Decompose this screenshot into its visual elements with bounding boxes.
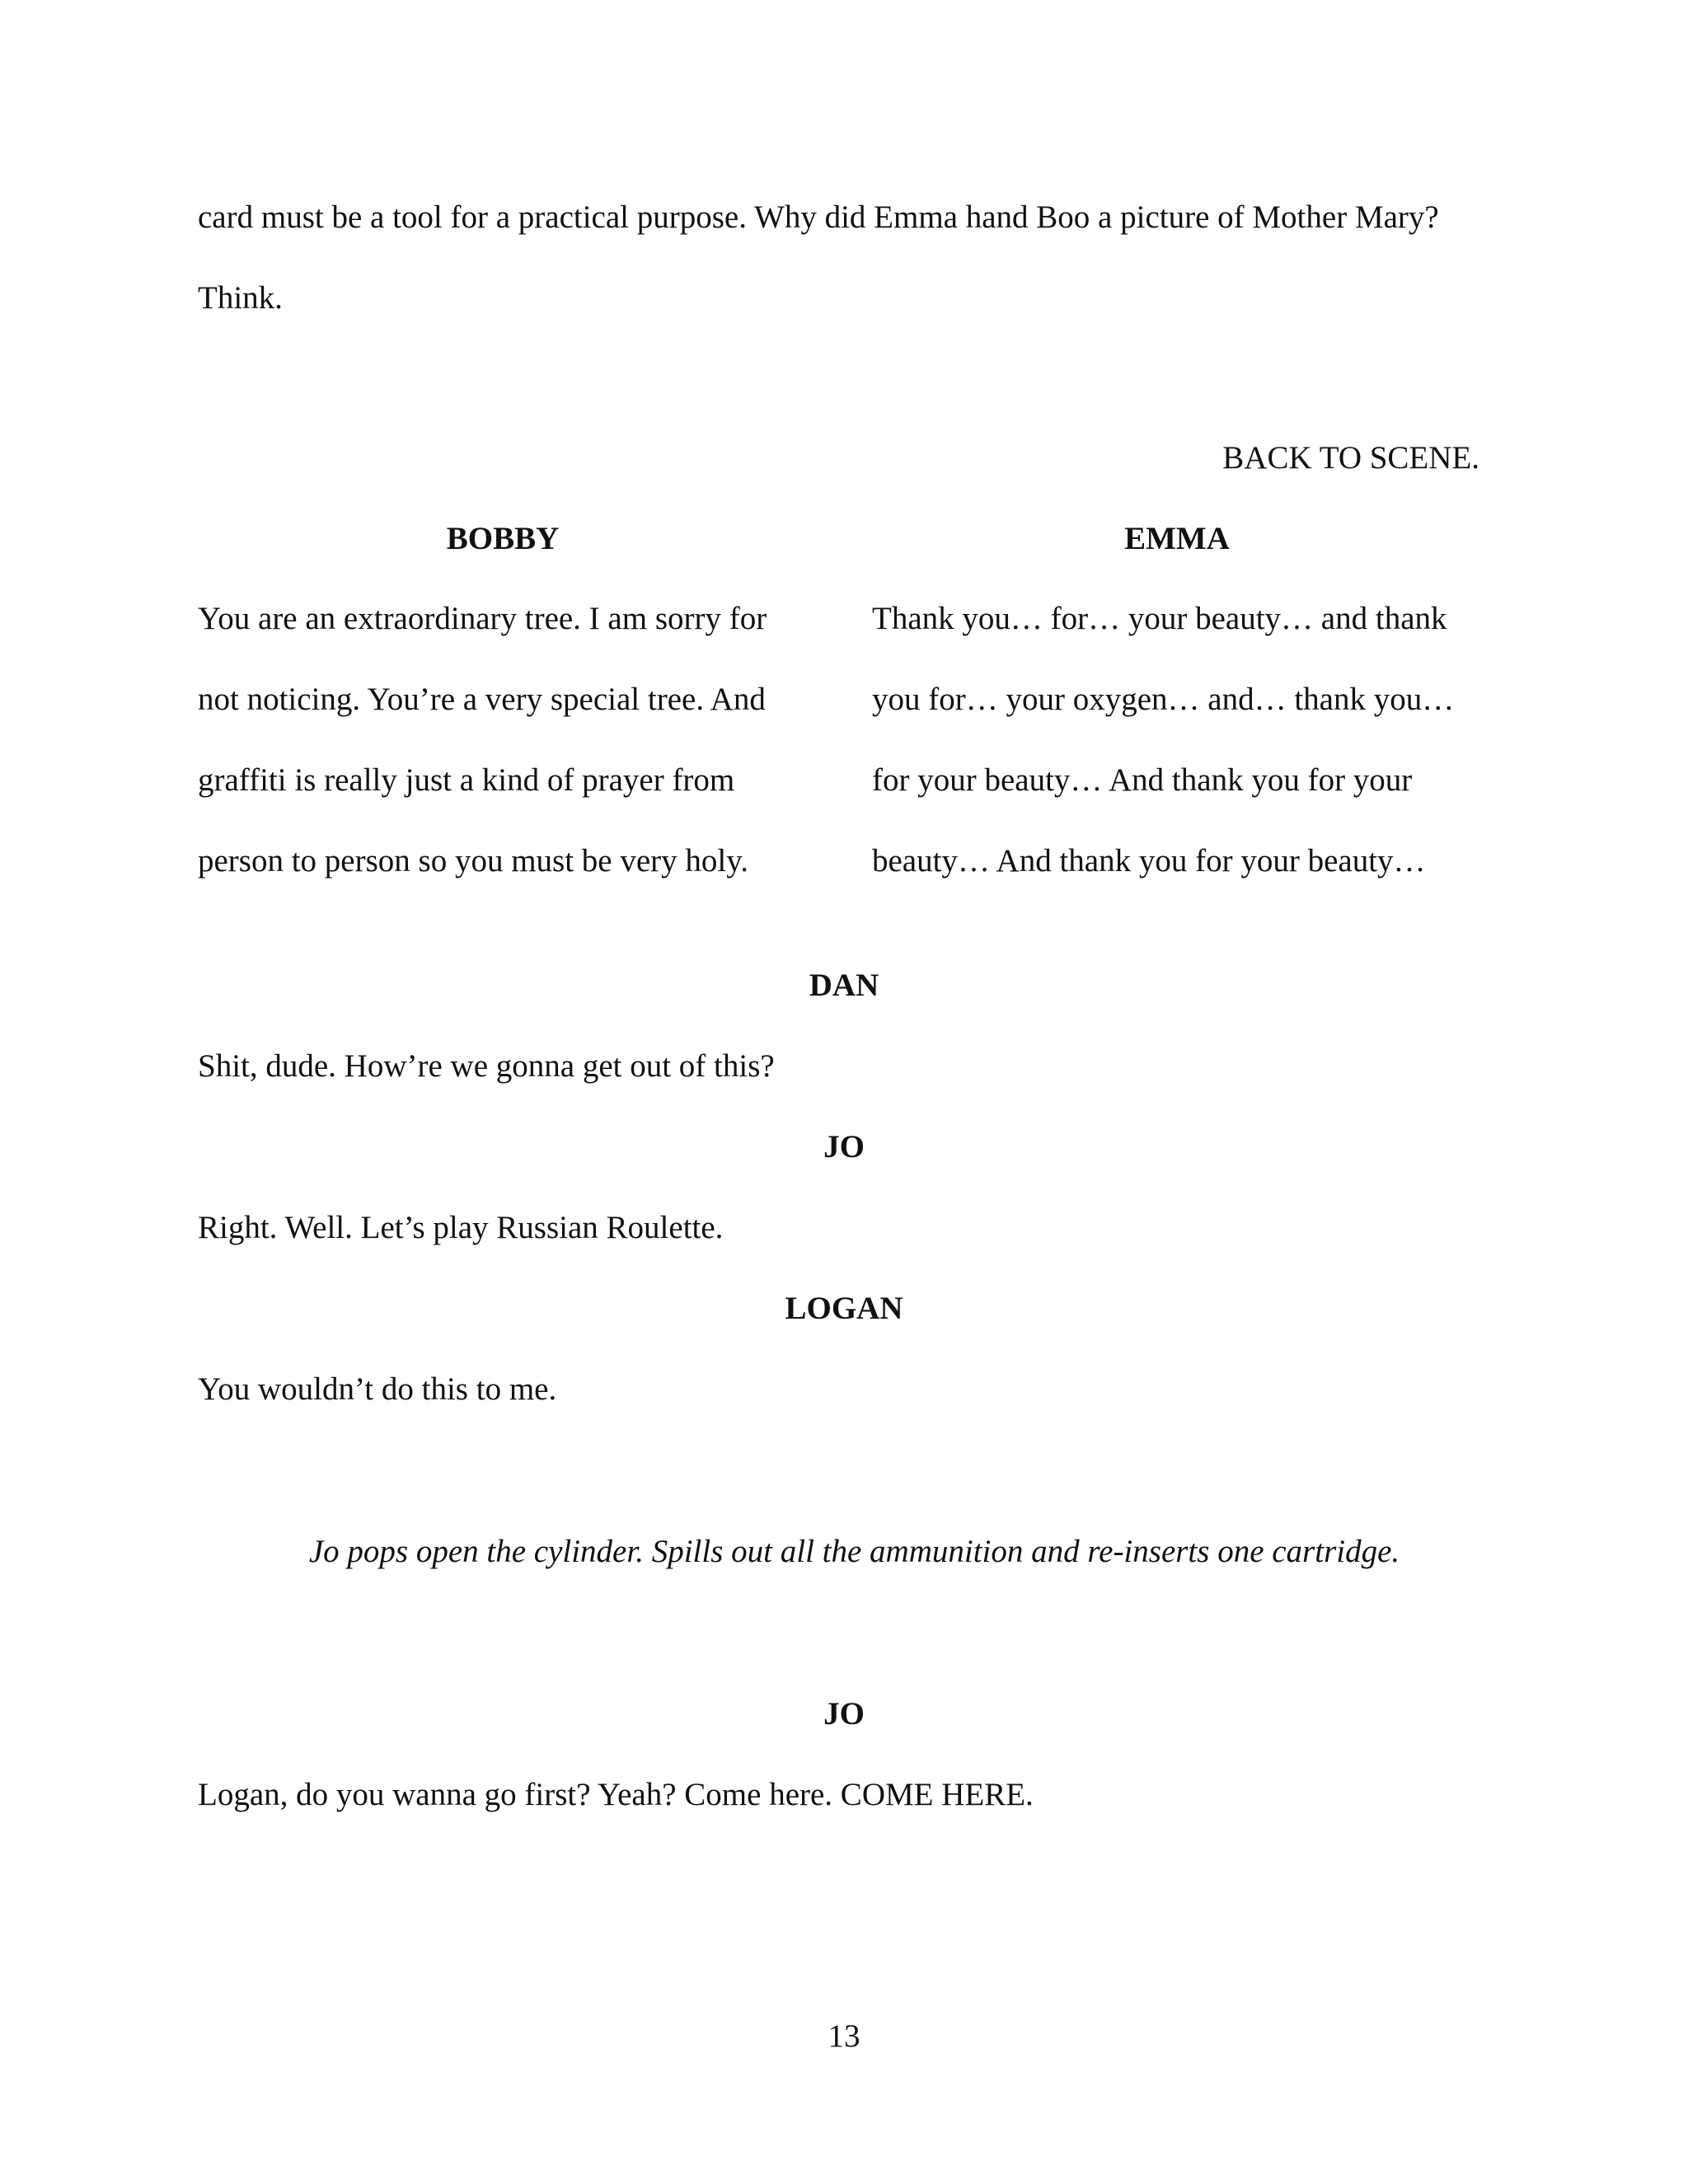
logan-dialogue-line: You wouldn’t do this to me. xyxy=(198,1371,557,1407)
emma-dialogue-line: for your beauty… And thank you for your xyxy=(872,762,1413,798)
intro-line-2: Think. xyxy=(198,280,283,316)
intro-line-1: card must be a tool for a practical purpose. Why did Emma hand Boo a picture of Mother Mary? xyxy=(198,199,1439,235)
jo-final-dialogue-line: Logan, do you wanna go first? Yeah? Come here. COME HERE. xyxy=(198,1777,1034,1812)
bobby-dialogue-line: graffiti is really just a kind of prayer from xyxy=(198,762,735,798)
character-cue-emma: EMMA xyxy=(1124,521,1230,556)
character-cue-jo: JO xyxy=(823,1129,865,1165)
stage-direction: Jo pops open the cylinder. Spills out all the ammunition and re-inserts one cartridge. xyxy=(308,1534,1400,1569)
character-cue-logan: LOGAN xyxy=(785,1291,903,1326)
character-cue-bobby: BOBBY xyxy=(446,521,560,556)
emma-dialogue-line: you for… your oxygen… and… thank you… xyxy=(872,682,1455,717)
character-cue-dan: DAN xyxy=(809,968,879,1003)
jo-dialogue-line: Right. Well. Let’s play Russian Roulette. xyxy=(198,1210,724,1245)
bobby-dialogue-line: You are an extraordinary tree. I am sorry for xyxy=(198,601,767,636)
character-cue-jo-2: JO xyxy=(823,1696,865,1732)
page-number: 13 xyxy=(828,2018,860,2054)
transition: BACK TO SCENE. xyxy=(1222,440,1479,476)
emma-dialogue-line: Thank you… for… your beauty… and thank xyxy=(872,601,1447,636)
bobby-dialogue-line: person to person so you must be very holy. xyxy=(198,843,748,879)
bobby-dialogue-line: not noticing. You’re a very special tree. And xyxy=(198,682,766,717)
dan-dialogue-line: Shit, dude. How’re we gonna get out of this? xyxy=(198,1048,775,1084)
emma-dialogue-line: beauty… And thank you for your beauty… xyxy=(872,843,1426,879)
